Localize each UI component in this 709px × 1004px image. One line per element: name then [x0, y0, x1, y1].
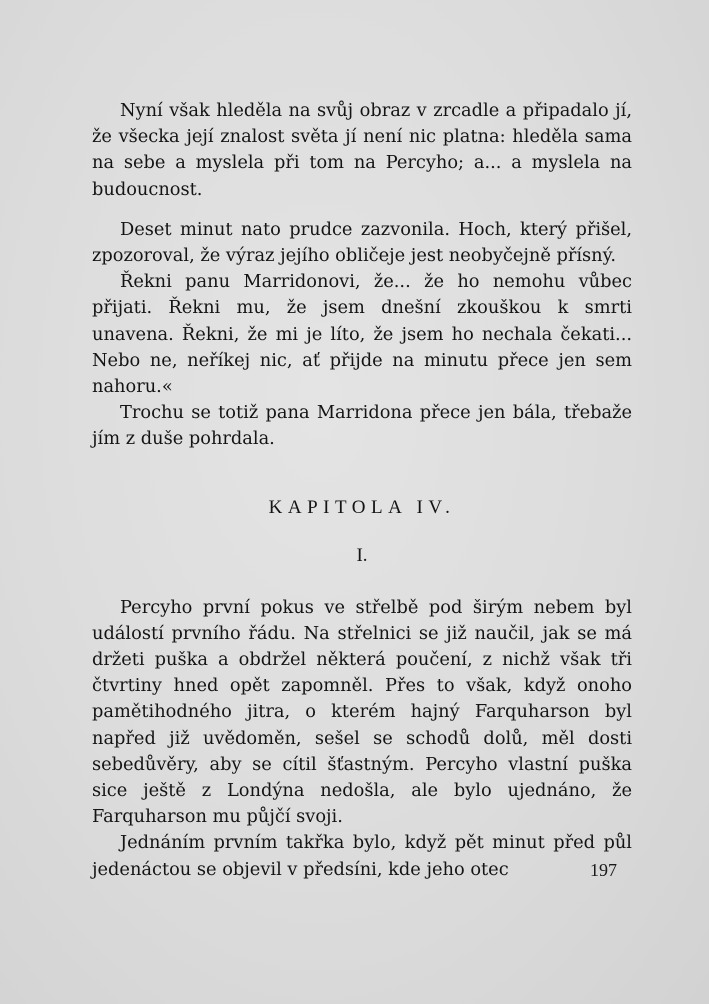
paragraph-fear: Trochu se totiž pana Marridona přece jen bála, třebaže jím z duše pohrdala. [92, 402, 632, 450]
paragraph-shooting: Percyho první pokus ve střelbě pod širým nebem byl událostí prvního řádu. Na střelnici se již naučil, jak se má držeti puška a obdržel některá poučení, z nichž však tři čtvrtiny hned opět zapomněl. Přes to však, když onoho pamětihodného jitra, o kterém hajný Farquharson byl napřed již uvědoměn, sešel se schodů dolů, měl dosti sebedůvěry, aby se cítil šťastným. Percyho vlastní puška sice ještě z Londýna nedošla, ale bylo ujednáno, že Farquharson mu půjčí svoji. [92, 596, 632, 828]
paragraph-mirror: Nyní však hleděla na svůj obraz v zrcadle a připadalo jí, že všecka její znalost světa jí není nic platna: hleděla sama na sebe a myslela při tom na Percyho; a... a myslela na budoucnost. [92, 100, 632, 200]
page-number: 197 [590, 860, 617, 880]
paragraph-message: Řekni panu Marridonovi, že... že ho nemohu vůbec přijati. Řekni mu, že jsem dnešní zkouškou k smrti unavena. Řekni, že mi je líto, že jsem ho nechala čekati... Nebo ne, neříkej nic, ať přijde na minutu přece jen sem nahoru.« [92, 271, 632, 398]
page-text [92, 98, 632, 883]
paragraph-bell: Deset minut nato prudce zazvonila. Hoch, který přišel, zpozoroval, že výraz jejího obličeje jest neobyčejně přísný. [92, 218, 632, 267]
paragraph-hall: Jednáním prvním takřka bylo, když pět minut před půl jedenáctou se objevil v předsíni, kde jeho otec [92, 832, 632, 880]
chapter-heading: KAPITOLA IV. [268, 496, 456, 518]
section-heading: I. [356, 544, 368, 566]
